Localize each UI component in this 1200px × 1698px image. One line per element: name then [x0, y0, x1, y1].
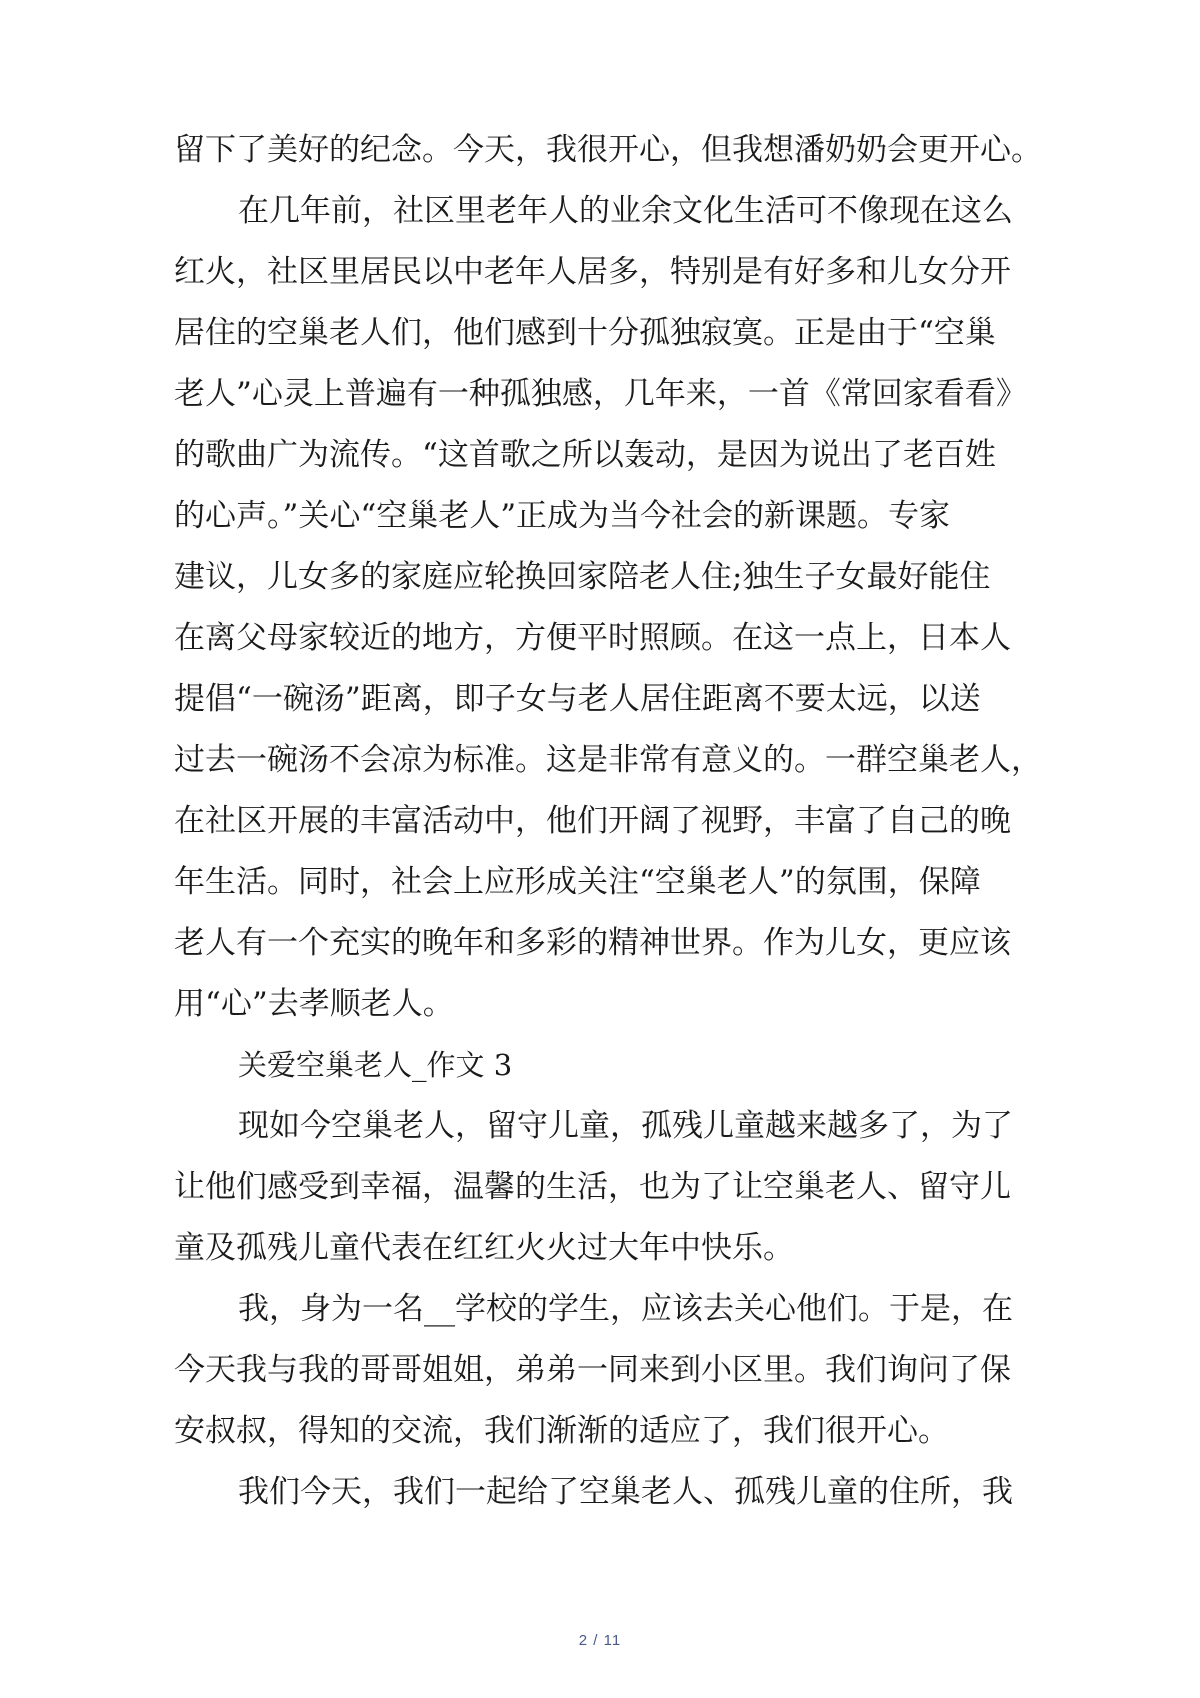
text-line: 过去一碗汤不会凉为标准。这是非常有意义的。一群空巢老人， [174, 742, 1042, 778]
text-line: 留下了美好的纪念。今天，我很开心，但我想潘奶奶会更开心。 [174, 132, 1042, 168]
text-line: 建议，儿女多的家庭应轮换回家陪老人住;独生子女最好能住 [174, 559, 991, 595]
text-line: 安叔叔，得知的交流，我们渐渐的适应了，我们很开心。 [174, 1413, 949, 1449]
text-line: 童及孤残儿童代表在红红火火过大年中快乐。 [174, 1230, 794, 1266]
text-line: 的心声。”关心“空巢老人”正成为当今社会的新课题。专家 [174, 498, 951, 534]
text-line: 用“心”去孝顺老人。 [174, 986, 454, 1022]
text-line: 老人”心灵上普遍有一种孤独感，几年来，一首《常回家看看》 [174, 376, 1027, 412]
text-line: 在离父母家较近的地方，方便平时照顾。在这一点上，日本人 [174, 620, 1011, 656]
section-heading: 关爱空巢老人_作文 3 [238, 1048, 513, 1082]
text-line: 让他们感受到幸福，温馨的生活，也为了让空巢老人、留守儿 [174, 1169, 1011, 1205]
text-line: 的歌曲广为流传。“这首歌之所以轰动，是因为说出了老百姓 [174, 437, 996, 473]
text-line: 我们今天，我们一起给了空巢老人、孤残儿童的住所，我 [238, 1474, 1013, 1510]
text-line: 年生活。同时，社会上应形成关注“空巢老人”的氛围，保障 [174, 864, 981, 900]
text-line: 居住的空巢老人们，他们感到十分孤独寂寞。正是由于“空巢 [174, 315, 996, 351]
text-line: 今天我与我的哥哥姐姐，弟弟一同来到小区里。我们询问了保 [174, 1352, 1011, 1388]
text-line: 在几年前，社区里老年人的业余文化生活可不像现在这么 [238, 193, 1013, 229]
text-line: 提倡“一碗汤”距离，即子女与老人居住距离不要太远，以送 [174, 681, 981, 717]
text-line: 现如今空巢老人，留守儿童，孤残儿童越来越多了，为了 [238, 1108, 1013, 1144]
text-line: 老人有一个充实的晚年和多彩的精神世界。作为儿女，更应该 [174, 925, 1011, 961]
page-number: 2 / 11 [578, 1632, 622, 1649]
text-line: 红火，社区里居民以中老年人居多，特别是有好多和儿女分开 [174, 254, 1011, 290]
text-line: 我，身为一名__学校的学生，应该去关心他们。于是，在 [238, 1291, 1013, 1327]
text-line: 在社区开展的丰富活动中，他们开阔了视野，丰富了自己的晚 [174, 803, 1011, 839]
